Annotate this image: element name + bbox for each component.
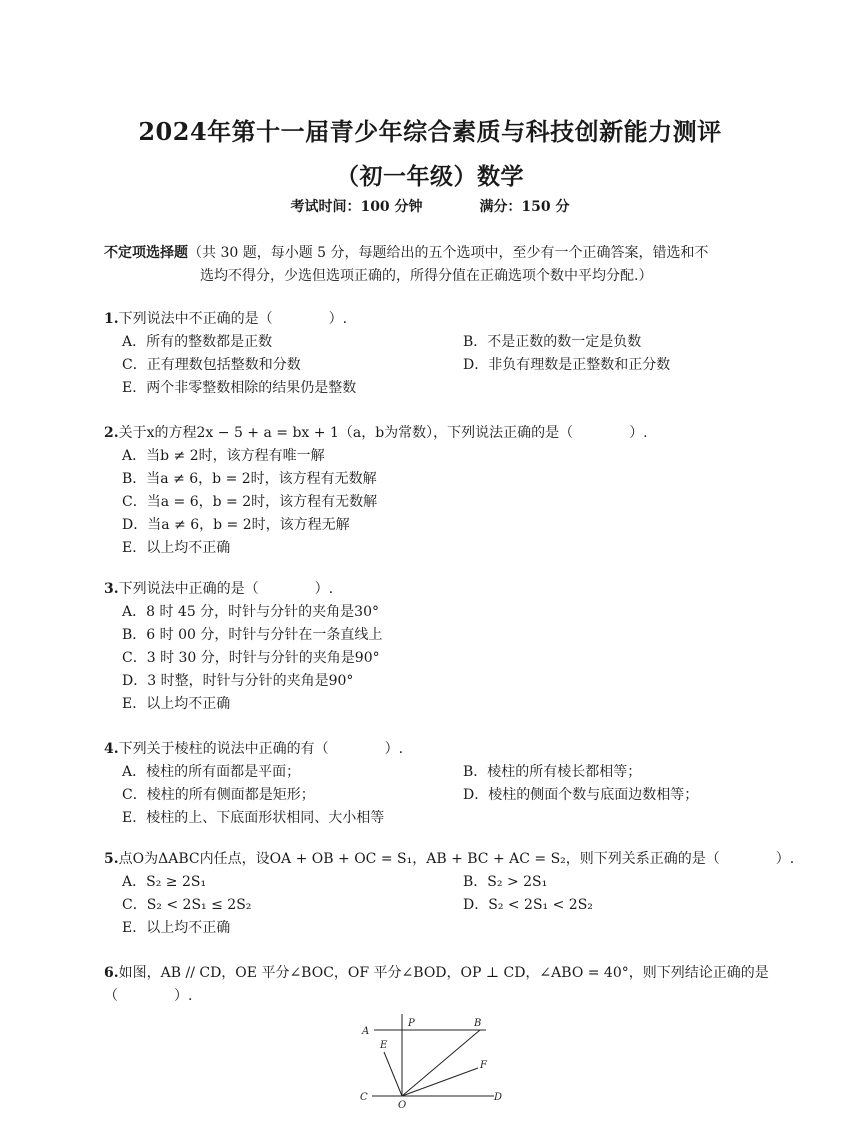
option-c: C．正有理数包括整数和分数 — [122, 357, 301, 373]
line-of — [402, 1068, 478, 1096]
option-b: B．S₂ > 2S₁ — [463, 874, 548, 890]
label-f: F — [480, 1060, 487, 1071]
option-e: E．以上均不正确 — [122, 696, 231, 712]
label-c: C — [360, 1092, 368, 1103]
option-d: D．棱柱的侧面个数与底面边数相等； — [463, 787, 699, 803]
instructions — [104, 242, 764, 288]
question-stem: 3.下列说法中正确的是（ ）. — [104, 581, 334, 597]
option-e: E．两个非零整数相除的结果仍是整数 — [122, 380, 357, 396]
option-c: C．3 时 30 分，时针与分针的夹角是90° — [122, 650, 380, 666]
question-6 — [104, 962, 804, 1008]
label-p: P — [408, 1018, 415, 1029]
question-2 — [104, 422, 804, 560]
option-e: E．以上均不正确 — [122, 540, 231, 556]
label-o: O — [398, 1100, 407, 1111]
option-c: C．棱柱的所有侧面都是矩形； — [122, 787, 315, 803]
page-subtitle: （初一年级）数学 — [336, 163, 524, 190]
question-stem-line2: （ ）. — [104, 988, 193, 1004]
option-e: E．以上均不正确 — [122, 920, 231, 936]
page-title: 2024年第十一届青少年综合素质与科技创新能力测评 — [138, 117, 722, 146]
option-b: B．当a ≠ 6，b = 2时，该方程有无数解 — [122, 471, 377, 487]
question-stem: 2.关于x的方程2x − 5 + a = bx + 1（a，b为常数），下列说法正确的是（ ）. — [104, 425, 648, 441]
option-a: A．当b ≠ 2时，该方程有唯一解 — [122, 448, 325, 464]
label-a: A — [362, 1026, 370, 1037]
geometry-figure — [354, 1010, 514, 1118]
option-a: A．棱柱的所有面都是平面； — [122, 764, 301, 780]
option-c: C．S₂ < 2S₁ ≤ 2S₂ — [122, 897, 252, 913]
exam-time: 考试时间：100 分钟 — [290, 199, 423, 215]
exam-score: 满分：150 分 — [479, 199, 570, 215]
question-1 — [104, 308, 804, 400]
question-stem: 6.如图，AB // CD，OE 平分∠BOC，OF 平分∠BOD，OP ⊥ CD，∠ABO = 40°，则下列结论正确的是 — [104, 965, 769, 981]
instructions-lead: 不定项选择题 — [104, 245, 188, 261]
instructions-line1: （共 30 题，每小题 5 分，每题给出的五个选项中，至少有一个正确答案，错选和不 — [188, 245, 709, 261]
option-a: A．S₂ ≥ 2S₁ — [122, 874, 207, 890]
question-stem: 5.点O为ΔABC内任点，设OA + OB + OC = S₁，AB + BC + AC = S₂，则下列关系正确的是（ ）. — [104, 851, 795, 867]
question-3 — [104, 578, 804, 716]
question-stem: 4.下列关于棱柱的说法中正确的有（ ）. — [104, 741, 404, 757]
option-d: D．当a ≠ 6，b = 2时，该方程无解 — [122, 517, 350, 533]
question-5 — [104, 848, 804, 940]
instructions-line2: 选均不得分，少选但选项正确的，所得分值在正确选项个数中平均分配.） — [200, 268, 653, 284]
option-e: E．棱柱的上、下底面形状相同、大小相等 — [122, 810, 385, 826]
option-b: B．棱柱的所有棱长都相等； — [463, 764, 642, 780]
option-d: D．非负有理数是正整数和正分数 — [463, 357, 671, 373]
question-4 — [104, 738, 804, 830]
option-a: A．8 时 45 分，时针与分针的夹角是30° — [122, 604, 379, 620]
option-d: D．S₂ < 2S₁ < 2S₂ — [463, 897, 593, 913]
option-a: A．所有的整数都是正数 — [122, 334, 273, 350]
label-d: D — [494, 1092, 503, 1103]
option-c: C．当a = 6，b = 2时，该方程有无数解 — [122, 494, 378, 510]
option-b: B．不是正数的数一定是负数 — [463, 334, 642, 350]
exam-meta — [0, 196, 860, 216]
question-stem: 1.下列说法中不正确的是（ ）. — [104, 311, 348, 327]
option-b: B．6 时 00 分，时针与分针在一条直线上 — [122, 627, 383, 643]
option-d: D．3 时整，时针与分针的夹角是90° — [122, 673, 354, 689]
line-oe — [384, 1052, 402, 1096]
label-b: B — [474, 1018, 482, 1029]
label-e: E — [380, 1040, 388, 1051]
line-ob — [402, 1030, 480, 1096]
